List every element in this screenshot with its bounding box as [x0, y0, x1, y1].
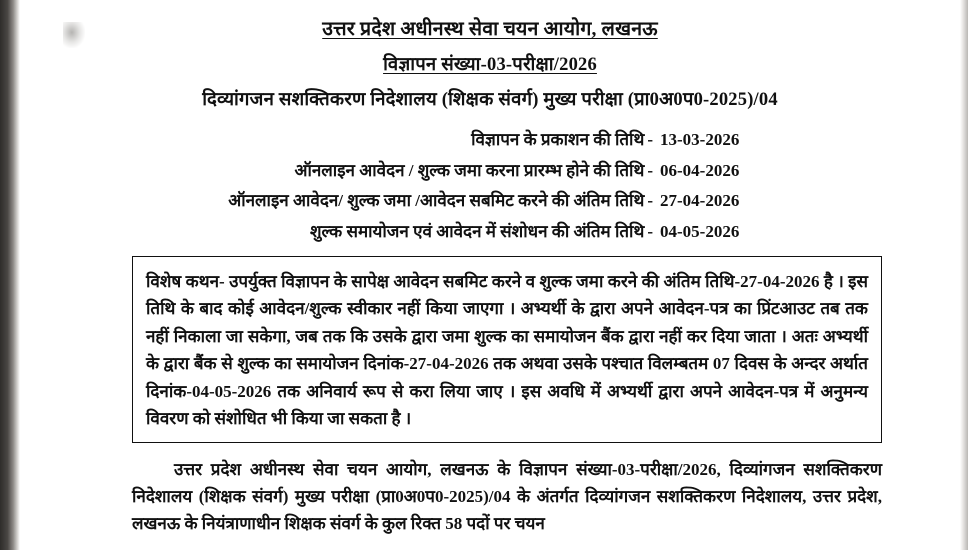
date-row	[20, 127, 764, 150]
document-content	[20, 0, 960, 550]
date-separator: -	[647, 130, 653, 149]
special-note-text: विशेष कथन- उपर्युक्त विज्ञापन के सापेक्ष आवेदन सबमिट करने व शुल्क जमा करने की अंतिम तिथि-27-04-2026 है । इस तिथि के बाद कोई आवेदन/शुल्क स्वीकार नहीं किया जाएगा । अभ्यर्थी के द्वारा अपने आवेदन-पत्र का प्रिंटआउट तब तक नहीं निकाला जा सकेगा, जब तक कि उसके द्वारा जमा शुल्क का समायोजन बैंक द्वारा नहीं कर दिया जाता । अतः अभ्यर्थी के द्वारा बैंक से शुल्क का समायोजन दिनांक-27-04-2026 तक अथवा उसके पश्चात विलम्बतम 07 दिवस के अन्दर अर्थात दिनांक-04-05-2026 तक अनिवार्य रूप से करा लिया जाए । इस अवधि में अभ्यर्थी द्वारा अपने आवेदन-पत्र में अनुमन्य विवरण को संशोधित भी किया जा सकता है ।	[146, 271, 868, 429]
date-value: 13-03-2026	[660, 130, 740, 149]
date-separator: -	[647, 191, 653, 210]
date-label: विज्ञापन के प्रकाशन की तिथि	[471, 130, 645, 149]
date-value: 06-04-2026	[660, 160, 740, 180]
date-label: ऑनलाइन आवेदन / शुल्क जमा करना प्रारम्भ होने की तिथि	[294, 160, 645, 180]
date-label: ऑनलाइन आवेदन/ शुल्क जमा /आवेदन सबमिट करने की अंतिम तिथि	[228, 191, 645, 210]
date-row	[20, 158, 764, 181]
date-value: 27-04-2026	[660, 191, 740, 210]
date-separator: -	[647, 160, 653, 180]
date-row	[20, 219, 764, 242]
date-value: 04-05-2026	[660, 221, 740, 241]
document-heading-exam-title: दिव्यांगजन सशक्तिकरण निदेशालय (शिक्षक संवर्ग) मुख्य परीक्षा (प्रा0अ0प0-2025)/04	[202, 90, 778, 110]
scan-edge-right	[960, 0, 968, 550]
date-label: शुल्क समायोजन एवं आवेदन में संशोधन की अंतिम तिथि	[309, 221, 645, 241]
date-separator: -	[647, 221, 653, 241]
scan-edge-left	[0, 0, 20, 550]
document-heading-organization: उत्तर प्रदेश अधीनस्थ सेवा चयन आयोग, लखनऊ	[322, 19, 658, 40]
date-row	[20, 188, 764, 211]
special-note-box	[132, 256, 882, 443]
important-dates-list	[20, 127, 960, 242]
document-heading-advertisement-number: विज्ञापन संख्या-03-परीक्षा/2026	[383, 55, 597, 75]
body-paragraph: उत्तर प्रदेश अधीनस्थ सेवा चयन आयोग, लखनऊ के विज्ञापन संख्या-03-परीक्षा/2026, दिव्यांगजन सशक्तिकरण निदेशालय (शिक्षक संवर्ग) मुख्य परीक्षा (प्रा0अ0प0-2025)/04 के अंतर्गत दिव्यांगजन सशक्तिकरण निदेशालय, उत्तर प्रदेश, लखनऊ के नियंत्राणाधीन शिक्षक संवर्ग के कुल रिक्त 58 पदों पर चयन	[132, 459, 882, 534]
